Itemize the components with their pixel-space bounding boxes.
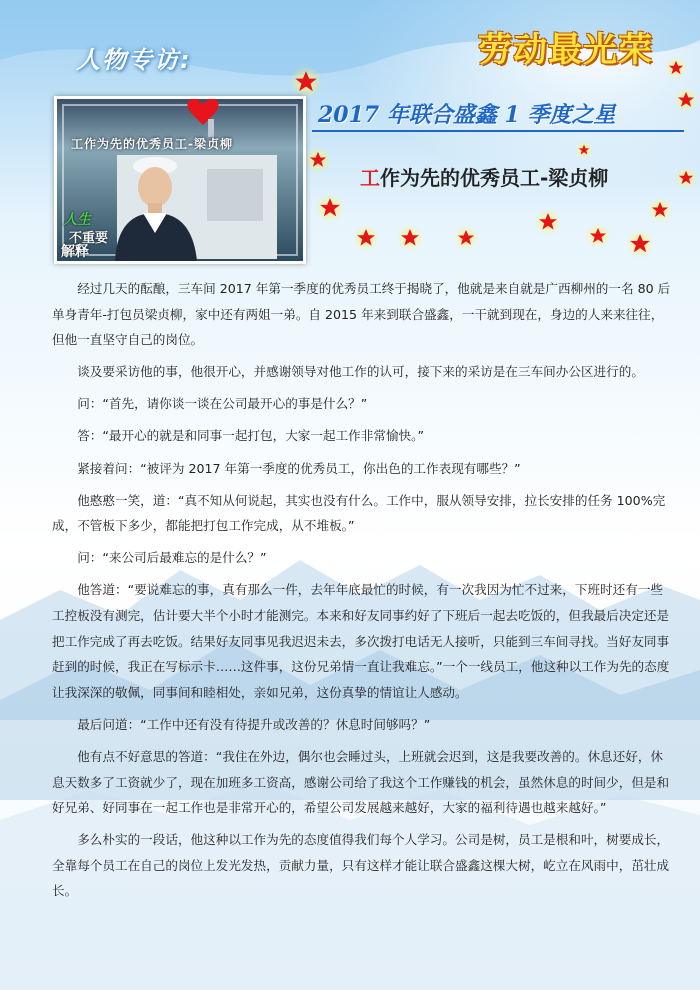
paragraph: 答：“最开心的就是和同事一起打包，大家一起工作非常愉快。”: [77, 428, 424, 444]
photo-signature-line1: 人生: [63, 212, 91, 228]
slogan-title: 劳动最光荣: [478, 30, 653, 70]
star-of-quarter-title: 2017 年联合盛鑫 1 季度之星: [318, 102, 616, 128]
paragraph: 谈及要采访他的事，他很开心，并感谢领导对他工作的认可，接下来的采访是在三车间办公区进行的。: [77, 364, 644, 380]
subtitle-first-char: 工: [360, 166, 380, 190]
paragraph: 多么朴实的一段话，他这种以工作为先的态度值得我们每个人学习。公司是树，员工是根和叶，树要成长，全靠每个员工在自己的岗位上发光发热，贡献力量，只有这样才能让联合盛鑫这棵大树，屹立在风雨中，茁壮成长。: [52, 832, 670, 899]
paragraph: 经过几天的酝酿，三车间 2017 年第一季度的优秀员工终于揭晓了，他就是来自就是广西柳州的一名 80 后单身青年-打包员梁贞柳，家中还有两姐一弟。自 2015 年来到联合盛鑫，一干就到现在，身边的人来来往往，但他一直坚守自己的岗位。: [52, 281, 671, 348]
header-label: 人物专访:: [76, 46, 192, 74]
article-subtitle: [360, 162, 608, 191]
employee-photo: [54, 96, 306, 264]
subtitle-rest: 作为先的优秀员工-梁贞柳: [380, 166, 609, 190]
title-underline: [312, 130, 684, 132]
article-body: [52, 276, 672, 911]
paragraph: 紧接着问：“被评为 2017 年第一季度的优秀员工，你出色的工作表现有哪些？”: [77, 460, 521, 476]
paragraph: 他有点不好意思的答道：“我住在外边，偶尔也会睡过头，上班就会迟到，这是我要改善的。休息还好，休息天数多了工资就少了，现在加班多工资高，感谢公司给了我这个工作赚钱的机会，虽然休息的时间少，但是和好兄弟、好同事在一起工作也是非常开心的，希望公司发展越来越好，大家的福利待遇也越来越好。”: [52, 749, 670, 816]
photo-signature-line3: 解释: [61, 244, 89, 260]
photo-signature-line2: 不重要: [69, 231, 109, 246]
paragraph: 他答道：“要说难忘的事，真有那么一件，去年年底最忙的时候，有一次我因为忙不过来，下班时还有一些工控板没有测完，估计要大半个小时才能测完。本来和好友同事约好了下班后一起去吃饭的，但我最后决定还是把工作完成了再去吃饭。结果好友同事见我迟迟未去，多次拨打电话无人接听，只能到三车间寻找。当好友同事赶到的时候，我正在写标示卡……这件事，这份兄弟情一直让我难忘。”一个一线员工，他这种以工作为先的态度让我深深的敬佩，同事间和睦相处，亲如兄弟，这份真挚的情谊让人感动。: [52, 582, 670, 700]
paragraph: 问：“首先，请你谈一谈在公司最开心的事是什么？”: [77, 396, 368, 412]
paragraph: 他憨憨一笑，道：“真不知从何说起，其实也没有什么。工作中，服从领导安排，拉长安排的任务 100%完成，不管板下多少，都能把打包工作完成，从不堆板。”: [52, 492, 666, 534]
paragraph: 最后问道：“工作中还有没有待提升或改善的？休息时间够吗？”: [77, 716, 431, 732]
paragraph: 问：“来公司后最难忘的是什么？”: [77, 550, 267, 566]
photo-caption: 工作为先的优秀员工-梁贞柳: [71, 137, 233, 151]
